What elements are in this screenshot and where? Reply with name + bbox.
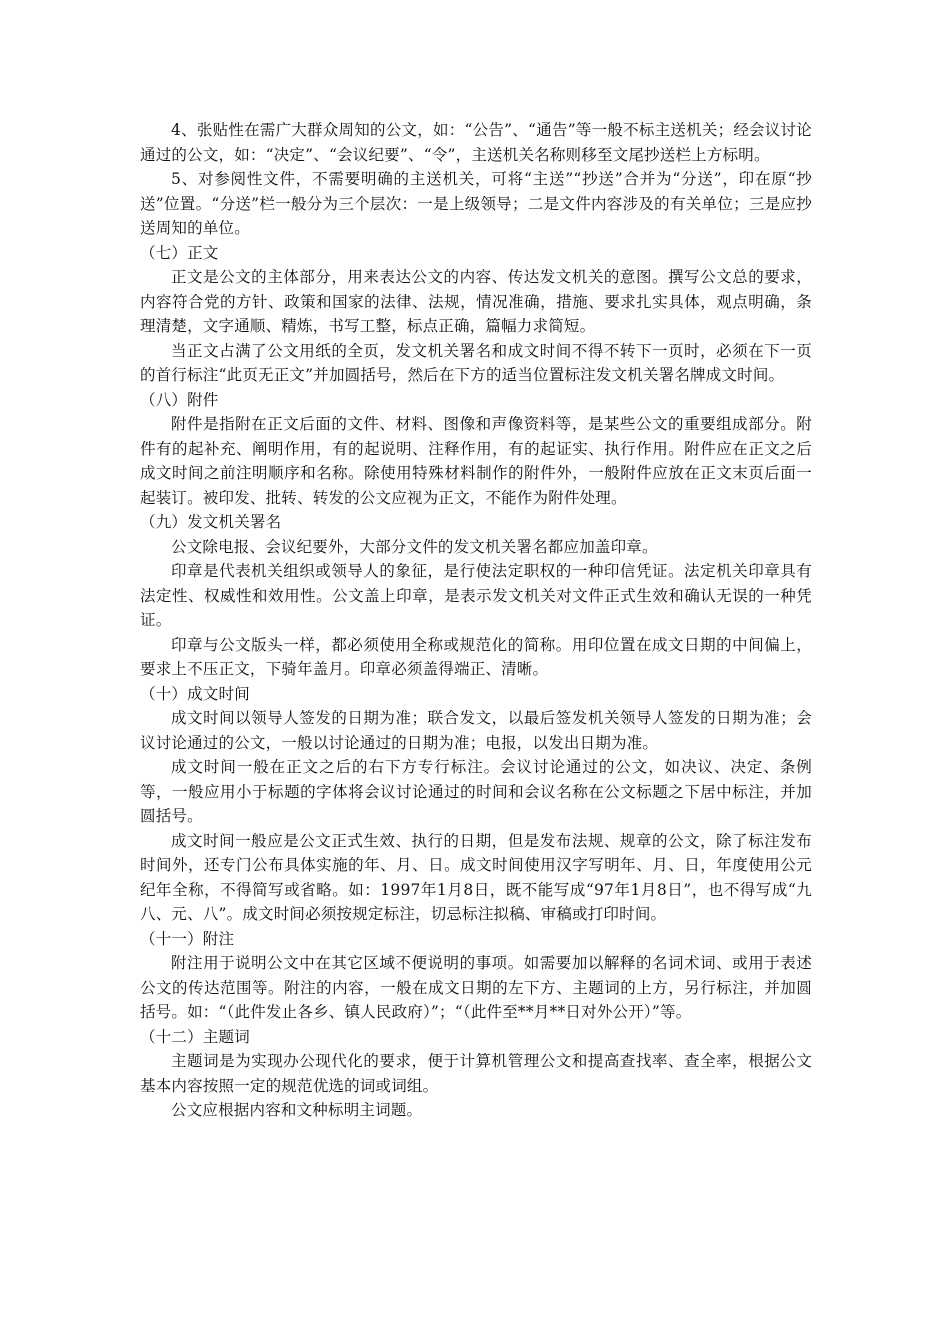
- section-heading-note: （十一）附注: [140, 929, 235, 948]
- paragraph-body-text-definition: 正文是公文的主体部分，用来表达公文的内容、传达发文机关的意图。撰写公文总的要求，内容符合党的方针、政策和国家的法律、法规，情况准确，措施、要求扎实具体，观点明确，条理清楚，文字通顺、精炼，书写工整，标点正确，篇幅力求简短。: [140, 268, 812, 335]
- section-heading-body-text: （七）正文: [140, 243, 219, 262]
- section-heading-issuer-signature: （九）发文机关署名: [140, 513, 282, 531]
- paragraph-keywords-requirement: 公文应根据内容和文种标明主词题。: [171, 1101, 423, 1119]
- paragraph-keywords-definition: 主题词是为实现办公现代化的要求，便于计算机管理公文和提高查找率、查全率，根据公文基本内容按照一定的规范优选的词或词组。: [140, 1052, 812, 1095]
- paragraph-issue-date-format: 成文时间一般应是公文正式生效、执行的日期，但是发布法规、规章的公文，除了标注发布时间外，还专门公布具体实施的年、月、日。成文时间使用汉字写明年、月、日，年度使用公元纪年全称，不得简写或省略。如：1997年1月8日，既不能写成“97年1月8日”，也不得写成“九八、元、八”。成文时间必须按规定标注，切忌标注拟稿、审稿或打印时间。: [140, 831, 812, 923]
- paragraph-issue-date-basis: 成文时间以领导人签发的日期为准；联合发文，以最后签发机关领导人签发的日期为准；会议讨论通过的公文，一般以讨论通过的日期为准；电报，以发出日期为准。: [140, 709, 812, 752]
- paragraph-item-5: 5、对参阅性文件，不需要明确的主送机关，可将“主送”“抄送”合并为“分送”，印在原“抄送”位置。“分送”栏一般分为三个层次：一是上级领导；二是文件内容涉及的有关单位；三是应抄送周知的单位。: [140, 170, 812, 237]
- paragraph-note: 附注用于说明公文中在其它区域不便说明的事项。如需要加以解释的名词术词、或用于表述公文的传达范围等。附注的内容，一般在成文日期的左下方、主题词的上方，另行标注，并加圆括号。如：“（此件发止各乡、镇人民政府）”；“（此件至**月**日对外公开）”等。: [140, 954, 812, 1021]
- paragraph-issue-date-placement: 成文时间一般在正文之后的右下方专行标注。会议讨论通过的公文，如决议、决定、条例等，一般应用小于标题的字体将会议讨论通过的时间和会议名称在公文标题之下居中标注，并加圆括号。: [140, 758, 812, 825]
- paragraph-seal-position: 印章与公文版头一样，都必须使用全称或规范化的简称。用印位置在成文日期的中间偏上，要求上不压正文，下骑年盖月。印章必须盖得端正、清晰。: [140, 635, 812, 678]
- document-body: [140, 118, 812, 1123]
- paragraph-body-text-full-page: 当正文占满了公文用纸的全页，发文机关署名和成文时间不得不转下一页时，必须在下一页的首行标注“此页无正文”并加圆括号，然后在下方的适当位置标注发文机关署名牌成文时间。: [140, 341, 812, 384]
- section-heading-keywords: （十二）主题词: [140, 1027, 250, 1046]
- section-heading-issue-date: （十）成文时间: [140, 684, 250, 703]
- paragraph-attachment: 附件是指附在正文后面的文件、材料、图像和声像资料等，是某些公文的重要组成部分。附件有的起补充、阐明作用，有的起说明、注释作用，有的起证实、执行作用。附件应在正文之后成文时间之前注明顺序和名称。除使用特殊材料制作的附件外，一般附件应放在正文末页后面一起装订。被印发、批转、转发的公文应视为正文，不能作为附件处理。: [140, 415, 812, 507]
- section-heading-attachment: （八）附件: [140, 390, 219, 409]
- paragraph-seal-meaning: 印章是代表机关组织或领导人的象征，是行使法定职权的一种印信凭证。法定机关印章具有法定性、权威性和效用性。公文盖上印章，是表示发文机关对文件正式生效和确认无误的一种凭证。: [140, 562, 812, 629]
- paragraph-item-4: 4、张贴性在需广大群众周知的公文，如：“公告”、“通告”等一般不标主送机关；经会议讨论通过的公文，如：“决定”、“会议纪要”、“令”，主送机关名称则移至文尾抄送栏上方标明。: [140, 121, 812, 164]
- paragraph-seal-requirement: 公文除电报、会议纪要外，大部分文件的发文机关署名都应加盖印章。: [171, 537, 658, 556]
